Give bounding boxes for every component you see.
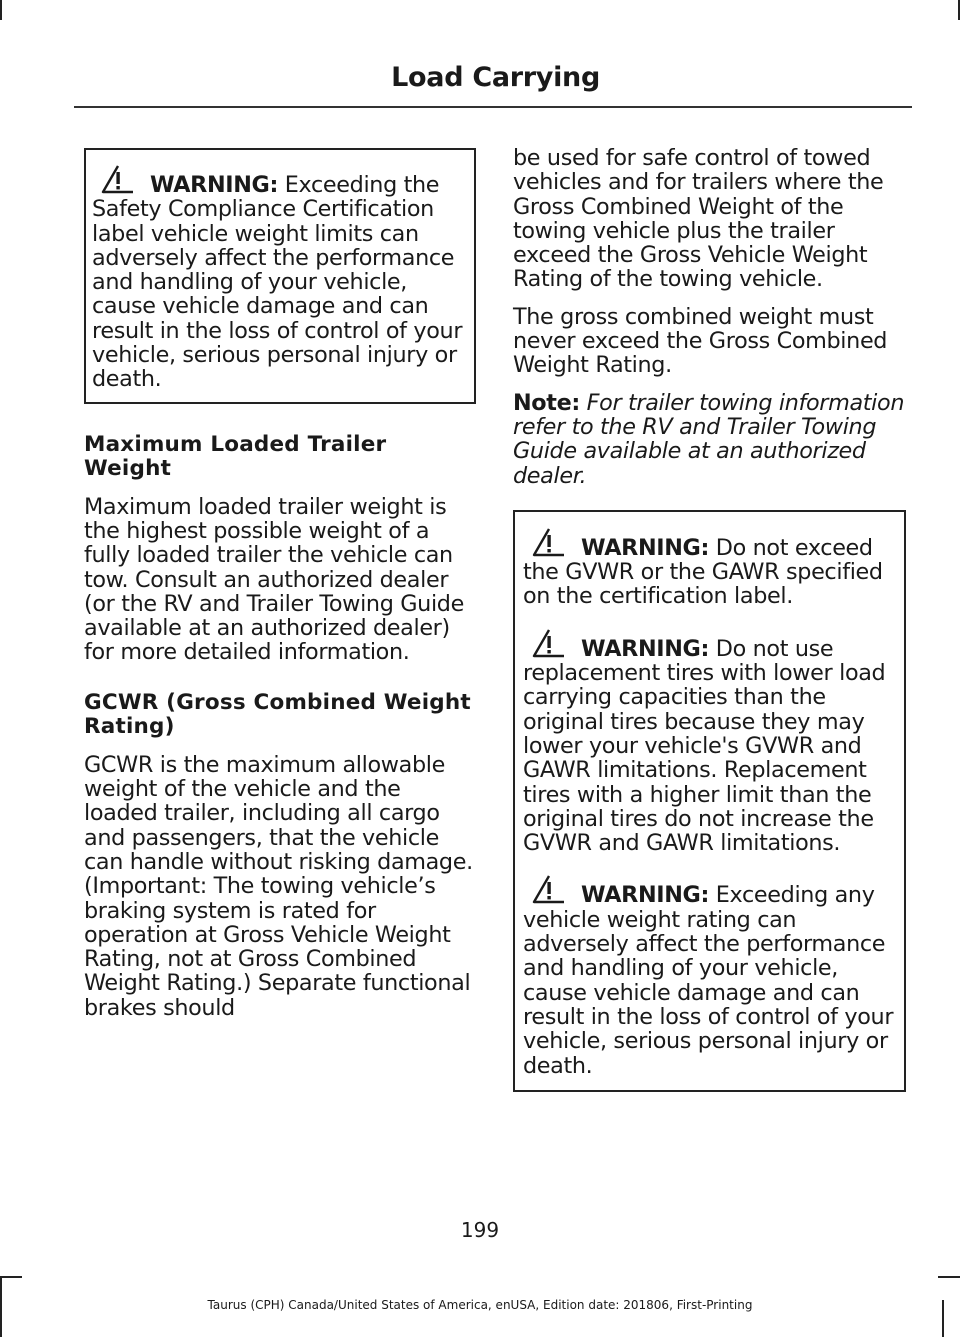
warning-item: [523, 627, 898, 856]
page-header-title: Load Carrying: [391, 62, 600, 93]
section-heading-gcwr: GCWR (Gross Combined Weight Rating): [84, 689, 471, 740]
warning-text: Do not use replacement tires with lower load carrying capacities than the original tires because they may lower your vehicle's GVWR and GAWR limitations. Replacement tires with a higher limit than the original tires do not increase the GVWR and GAWR limitations.: [523, 635, 886, 857]
note-text: For trailer towing information refer to the RV and Trailer Towing Guide available at an authorized dealer.: [513, 389, 905, 489]
body-paragraph: GCWR is the maximum allowable weight of the vehicle and the loaded trailer, including all cargo and passengers, that the vehicle can handle without risking damage. (Important: The towing vehicle’s braking system is rated for operation at Gross Vehicle Weight Rating, not at Gross Combined Weight Rating.) Separate functional brakes should: [84, 751, 473, 1021]
section-heading-max-trailer-weight: Maximum Loaded Trailer Weight: [84, 431, 387, 482]
warning-item: [523, 526, 898, 609]
warning-item: [523, 873, 898, 1077]
warning-box: [84, 148, 476, 404]
edition-footer: Taurus (CPH) Canada/United States of America, enUSA, Edition date: 201806, First-Printing: [207, 1298, 753, 1312]
page-number: 199: [460, 1218, 500, 1242]
body-paragraph: Maximum loaded trailer weight is the highest possible weight of a fully loaded trailer the vehicle can tow. Consult an authorized dealer (or the RV and Trailer Towing Guide available at an authorized dealer) for more detailed information.: [84, 493, 464, 666]
left-column: [84, 148, 476, 1033]
warning-label: WARNING:: [581, 534, 710, 561]
right-column: [513, 146, 906, 1092]
note-paragraph: [513, 391, 906, 488]
crop-mark: [938, 1276, 960, 1278]
crop-mark: [0, 0, 2, 20]
warning-text: Exceeding any vehicle weight rating can adversely affect the performance and handling of your vehicle, cause vehicle damage and can result in the loss of control of your vehicle, serious personal injury or death.: [523, 882, 894, 1079]
warning-box: [513, 510, 906, 1092]
body-paragraph: The gross combined weight must never exceed the Gross Combined Weight Rating.: [513, 303, 888, 379]
note-label: Note:: [513, 389, 580, 416]
warning-triangle-icon: [523, 627, 577, 659]
warning-text: Do not exceed the GVWR or the GAWR specified on the certification label.: [523, 534, 883, 610]
crop-mark: [0, 1276, 22, 1278]
warning-triangle-icon: [92, 163, 146, 195]
body-paragraph: be used for safe control of towed vehicles and for trailers where the Gross Combined Weight of the towing vehicle plus the trailer exceed the Gross Vehicle Weight Rating of the towing vehicle.: [513, 145, 884, 293]
header-rule: [74, 106, 912, 108]
warning-triangle-icon: [523, 526, 577, 558]
warning-triangle-icon: [523, 873, 577, 905]
warning-label: WARNING:: [581, 635, 710, 662]
warning-text: Exceeding the Safety Compliance Certification label vehicle weight limits can adversely affect the performance and handling of your vehicle, cause vehicle damage and can result in the loss of control of your vehicle, serious personal injury or death.: [92, 172, 463, 393]
warning-label: WARNING:: [581, 882, 710, 909]
warning-label: WARNING:: [150, 172, 279, 198]
warning-item: [92, 163, 466, 392]
